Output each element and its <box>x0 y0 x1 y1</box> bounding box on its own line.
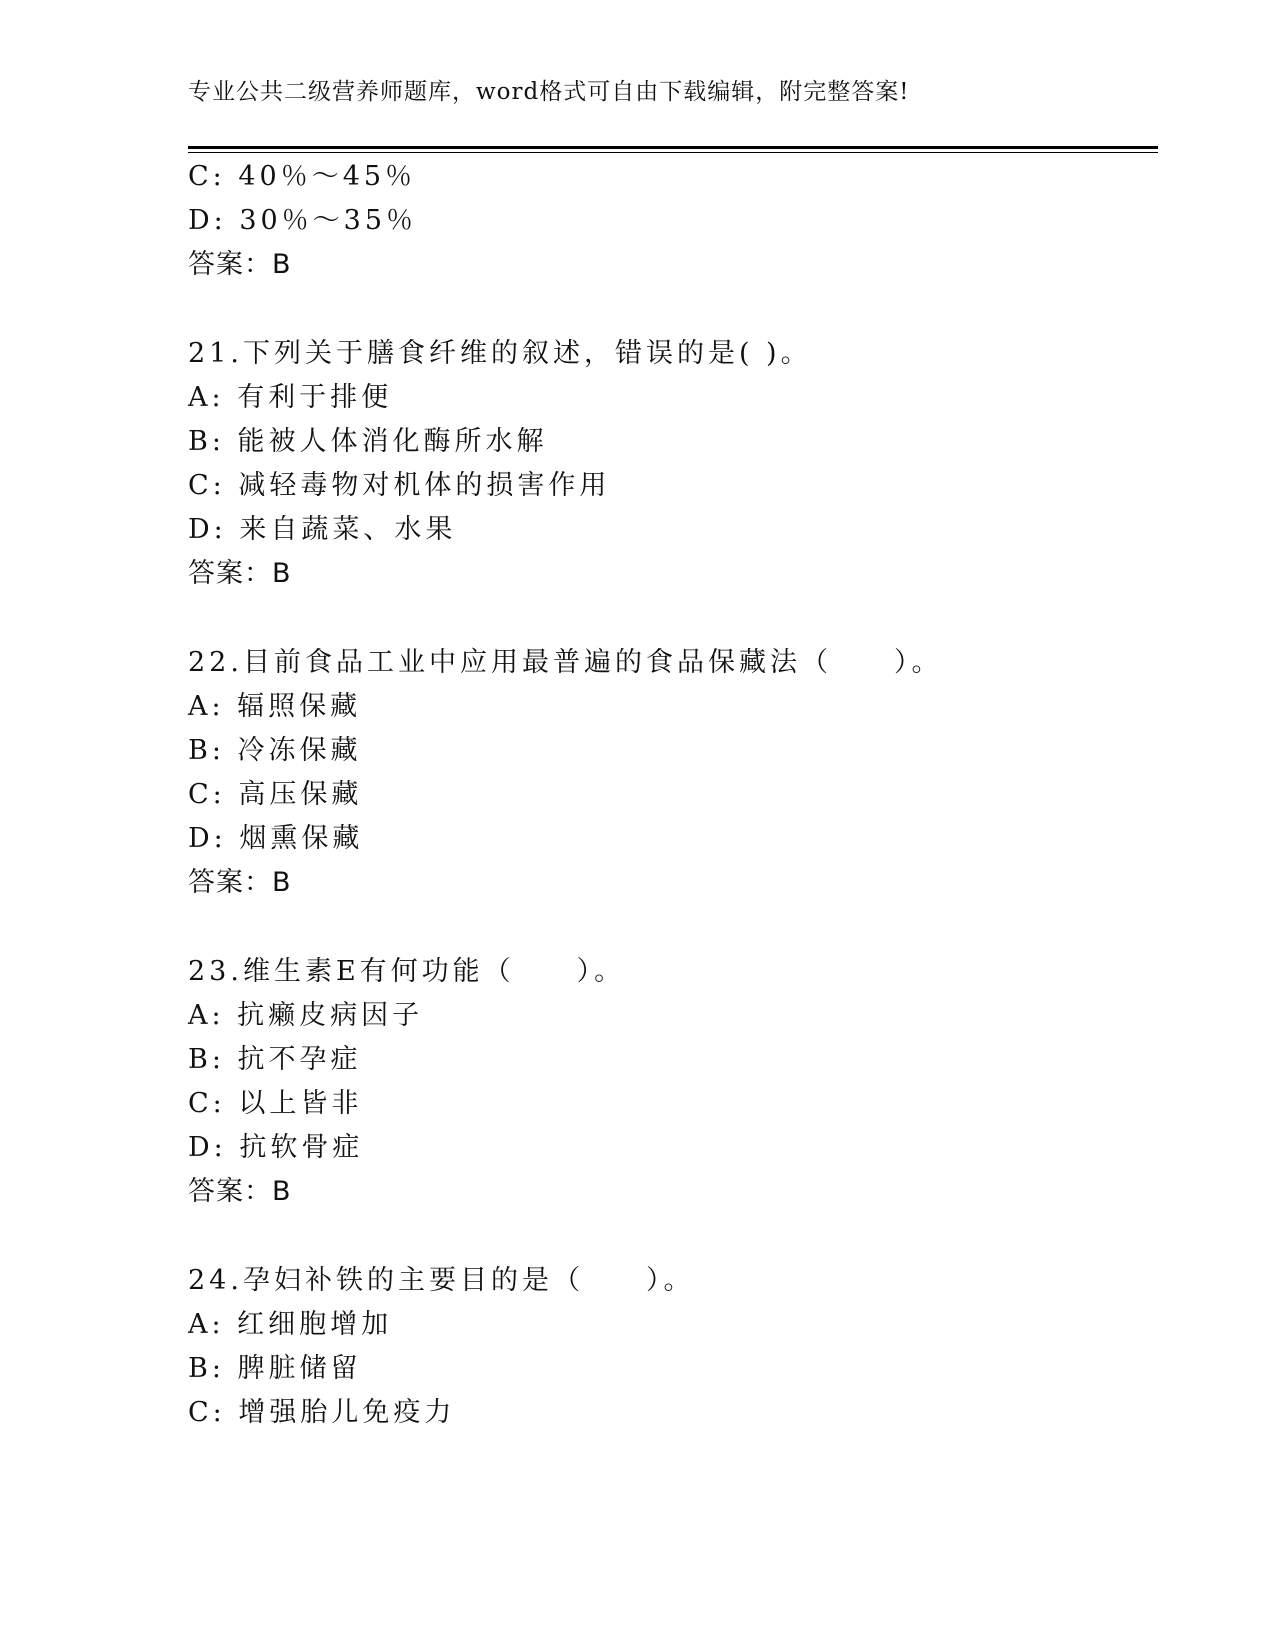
q23-option-b: B: 抗不孕症 <box>188 1044 362 1075</box>
q23-stem: 23.维生素E有何功能（ ）。 <box>188 956 626 987</box>
q24-stem: 24.孕妇补铁的主要目的是（ ）。 <box>188 1265 695 1296</box>
q23-option-c: C: 以上皆非 <box>188 1088 363 1119</box>
q21-stem: 21.下列关于膳食纤维的叙述，错误的是( )。 <box>188 338 812 369</box>
q21-option-a: A: 有利于排便 <box>188 382 393 413</box>
q22-option-c: C: 高压保藏 <box>188 779 363 810</box>
q23-option-d: D: 抗软骨症 <box>188 1132 364 1163</box>
q21-answer: 答案：B <box>188 558 292 589</box>
q24-option-a: A: 红细胞增加 <box>188 1309 393 1340</box>
q22-option-d: D: 烟熏保藏 <box>188 823 364 854</box>
q20-answer: 答案：B <box>188 249 292 280</box>
q21-option-d: D: 来自蔬菜、水果 <box>188 514 457 545</box>
page-header: 专业公共二级营养师题库，word格式可自由下载编辑，附完整答案! <box>188 79 910 105</box>
q22-option-b: B: 冷冻保藏 <box>188 735 362 766</box>
q20-option-c: C: 40％～45％ <box>188 161 417 192</box>
q20-option-d: D: 30％～35％ <box>188 205 418 236</box>
q24-option-b: B: 脾脏储留 <box>188 1353 362 1384</box>
q22-option-a: A: 辐照保藏 <box>188 691 362 722</box>
q22-answer: 答案：B <box>188 867 292 898</box>
q24-option-c: C: 增强胎儿免疫力 <box>188 1397 456 1428</box>
q22-stem: 22.目前食品工业中应用最普遍的食品保藏法（ ）。 <box>188 647 943 678</box>
header-divider-thick <box>188 146 1158 149</box>
q23-answer: 答案：B <box>188 1176 292 1207</box>
q21-option-c: C: 减轻毒物对机体的损害作用 <box>188 470 611 501</box>
q23-option-a: A: 抗癞皮病因子 <box>188 1000 424 1031</box>
header-divider-thin <box>188 152 1158 153</box>
q21-option-b: B: 能被人体消化酶所水解 <box>188 426 548 457</box>
